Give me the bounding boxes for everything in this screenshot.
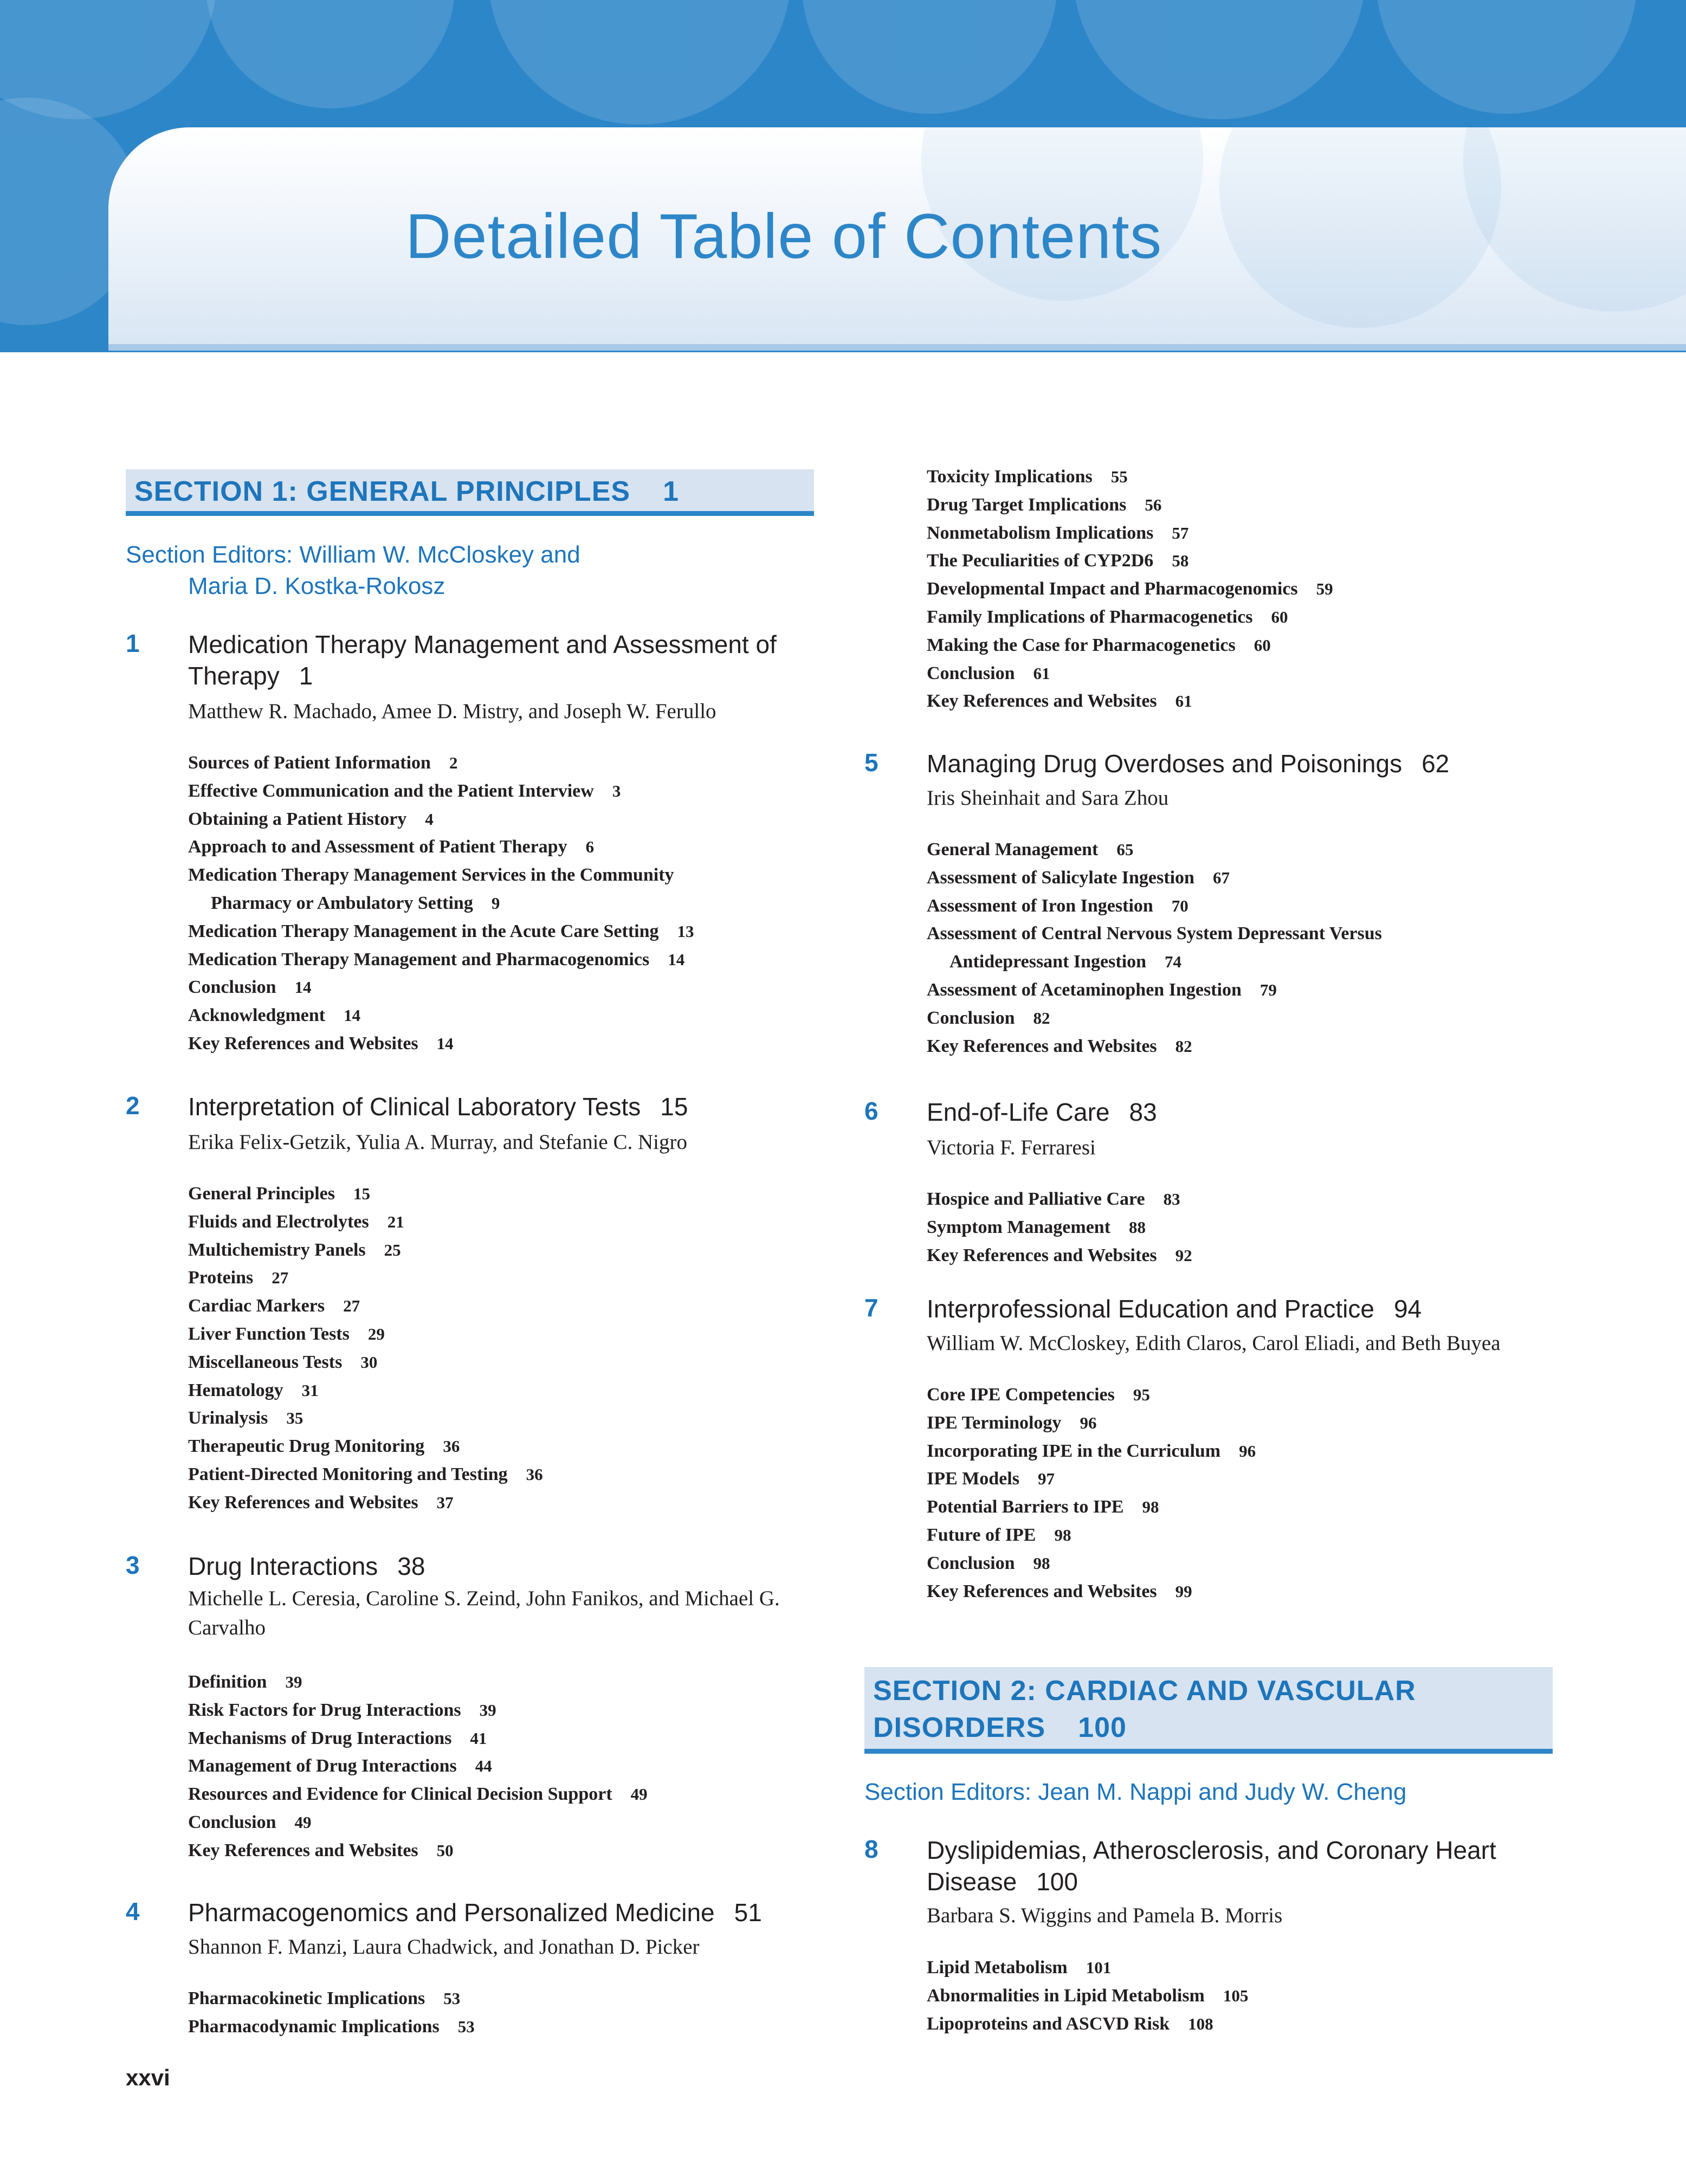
section-2-label-line2: DISORDERS (873, 1712, 1046, 1743)
toc-entry-title: Patient-Directed Monitoring and Testing (188, 1464, 508, 1484)
toc-entry-title: Making the Case for Pharmacogenetics (927, 635, 1236, 655)
banner-circle (1377, 0, 1637, 114)
chapter-authors: Victoria F. Ferraresi (927, 1136, 1096, 1159)
chapter-number: 7 (864, 1294, 878, 1322)
chapter-page: 38 (397, 1552, 425, 1580)
toc-entry[interactable] (188, 1180, 370, 1208)
toc-entry-page: 14 (294, 978, 312, 997)
toc-entry-title: Liver Function Tests (188, 1324, 350, 1344)
toc-entry-title: Conclusion (927, 1553, 1015, 1573)
toc-entry-title: The Peculiarities of CYP2D6 (927, 551, 1154, 571)
chapter-page: 15 (660, 1093, 688, 1121)
toc-entry-page: 50 (436, 1840, 454, 1860)
chapter-title-text: Managing Drug Overdoses and Poisonings (927, 749, 1403, 778)
chapter-title[interactable] (927, 1293, 1604, 1324)
toc-entry-title: Key References and Websites (188, 1033, 418, 1054)
chapter-title-text: Drug Interactions (188, 1552, 378, 1580)
section-2-header (864, 1667, 1553, 1754)
toc-entry-title: Pharmacokinetic Implications (188, 1988, 425, 2008)
toc-entry[interactable] (927, 2010, 1213, 2038)
toc-entry[interactable] (927, 1437, 1256, 1465)
toc-entry[interactable] (188, 1404, 303, 1432)
toc-entry-page: 98 (1142, 1497, 1159, 1517)
toc-entry-page: 29 (367, 1324, 385, 1343)
toc-entry[interactable] (927, 575, 1333, 603)
toc-entry[interactable] (927, 463, 1128, 491)
toc-entry-title: Drug Target Implications (927, 494, 1127, 515)
banner-circle (488, 0, 791, 125)
toc-entry[interactable] (927, 1242, 1192, 1270)
toc-entry-title: Multichemistry Panels (188, 1239, 366, 1260)
toc-entry[interactable] (188, 861, 674, 889)
toc-entry[interactable] (188, 1780, 648, 1808)
toc-entry[interactable] (188, 1808, 312, 1837)
toc-entry-page: 2 (449, 753, 458, 772)
toc-entry-page: 82 (1175, 1036, 1192, 1056)
toc-entry-page: 41 (470, 1728, 487, 1748)
chapter-page: 83 (1129, 1098, 1157, 1126)
chapter-authors: Shannon F. Manzi, Laura Chadwick, and Jonathan D. Picker (188, 1935, 700, 1959)
toc-entry-title: Antidepressant Ingestion (949, 952, 1147, 972)
toc-entry[interactable] (927, 1409, 1096, 1437)
toc-entry-title: Hematology (188, 1380, 283, 1400)
toc-entry-page: 96 (1080, 1413, 1097, 1432)
toc-entry-page: 49 (294, 1813, 312, 1832)
toc-entry-page: 44 (475, 1756, 492, 1776)
toc-entry-page: 31 (301, 1380, 319, 1400)
toc-entry-page: 56 (1145, 495, 1162, 514)
toc-entry[interactable] (927, 1465, 1055, 1493)
toc-entry-title: Key References and Websites (188, 1492, 418, 1513)
chapter-title[interactable] (188, 1897, 838, 1928)
toc-entry-title: Fluids and Electrolytes (188, 1211, 369, 1232)
toc-entry-page: 101 (1086, 1958, 1112, 1977)
toc-entry-title: Assessment of Acetaminophen Ingestion (927, 980, 1242, 1000)
toc-entry[interactable] (188, 1292, 360, 1320)
toc-entry-title: Conclusion (927, 663, 1015, 683)
toc-entry[interactable] (188, 917, 694, 946)
toc-entry[interactable] (188, 1724, 487, 1753)
chapter-title[interactable] (927, 748, 1604, 779)
toc-entry-title: Urinalysis (188, 1408, 268, 1429)
toc-entry-title: Assessment of Iron Ingestion (927, 895, 1153, 916)
toc-entry[interactable] (188, 1348, 377, 1377)
toc-entry-page: 60 (1271, 608, 1288, 626)
toc-entry-title: Key References and Websites (927, 1581, 1157, 1601)
toc-entry[interactable] (188, 1696, 496, 1724)
toc-entry[interactable] (927, 948, 1181, 976)
toc-entry[interactable] (188, 777, 621, 805)
banner-circle (802, 0, 1057, 114)
toc-entry-title: Core IPE Competencies (927, 1385, 1115, 1405)
toc-entry[interactable] (188, 833, 594, 861)
toc-entry-title: Key References and Websites (188, 1840, 418, 1860)
section-1-editors-line2: Maria D. Kostka-Rokosz (188, 573, 445, 599)
toc-entry[interactable] (927, 1521, 1071, 1549)
toc-entry-title: Key References and Websites (927, 1245, 1157, 1265)
toc-entry-title: Assessment of Salicylate Ingestion (927, 867, 1194, 888)
chapter-authors: Matthew R. Machado, Amee D. Mistry, and Joseph W. Ferullo (188, 700, 716, 723)
toc-entry-page: 55 (1110, 467, 1128, 486)
section-1-editors (126, 539, 580, 602)
section-2-page: 100 (1078, 1712, 1127, 1743)
toc-entry-page: 15 (353, 1184, 371, 1203)
toc-entry[interactable] (188, 805, 434, 833)
toc-entry-page: 39 (479, 1700, 496, 1720)
toc-entry-page: 25 (384, 1240, 401, 1259)
toc-entry-page: 39 (285, 1672, 302, 1691)
toc-entry[interactable] (927, 1493, 1159, 1521)
section-2-label-line1: SECTION 2: CARDIAC AND VASCULAR (873, 1675, 1416, 1707)
panel-circle (1219, 127, 1501, 328)
chapter-title-text: Medication Therapy Management and Assessment of Therapy (188, 630, 777, 690)
toc-entry-title: Approach to and Assessment of Patient Therapy (188, 837, 567, 857)
chapter-number: 4 (126, 1897, 140, 1925)
toc-entry-page: 14 (344, 1006, 361, 1025)
toc-entry-page: 74 (1165, 952, 1182, 972)
toc-entry-page: 58 (1172, 551, 1189, 571)
toc-entry-title: Potential Barriers to IPE (927, 1497, 1124, 1517)
toc-entry-title: Sources of Patient Information (188, 753, 431, 773)
chapter-page: 100 (1036, 1868, 1078, 1896)
toc-entry-page: 53 (443, 1989, 461, 2008)
header-banner (0, 0, 1686, 352)
toc-entry-title: Definition (188, 1672, 267, 1692)
toc-entry-title: Future of IPE (927, 1525, 1036, 1545)
toc-entry-title: IPE Terminology (927, 1412, 1062, 1433)
banner-stripe (108, 344, 1686, 351)
toc-entry-page: 99 (1175, 1581, 1192, 1601)
toc-entry[interactable] (188, 973, 312, 1001)
chapter-number: 8 (864, 1835, 878, 1863)
toc-entry[interactable] (188, 1208, 404, 1236)
chapter-title[interactable] (927, 1096, 1604, 1128)
toc-entry-page: 49 (630, 1785, 648, 1804)
toc-entry-page: 61 (1175, 692, 1192, 711)
toc-entry-title: Proteins (188, 1268, 254, 1288)
toc-entry[interactable] (927, 1982, 1248, 2010)
toc-entry-page: 95 (1133, 1385, 1150, 1404)
toc-entry[interactable] (927, 1954, 1111, 1982)
toc-entry-page: 105 (1223, 1986, 1249, 2005)
chapter-title[interactable] (188, 629, 838, 692)
chapter-number: 3 (126, 1551, 140, 1579)
toc-entry-page: 14 (436, 1034, 454, 1053)
toc-entry-page: 4 (425, 809, 434, 829)
toc-entry-title: Developmental Impact and Pharmacogenomics (927, 579, 1298, 599)
toc-entry[interactable] (188, 946, 684, 974)
toc-entry-title: General Management (927, 839, 1099, 860)
section-1-editors-line1: Section Editors: William W. McCloskey and (126, 541, 580, 568)
toc-entry[interactable] (927, 976, 1277, 1004)
toc-entry[interactable] (188, 1320, 385, 1348)
toc-entry[interactable] (927, 1032, 1192, 1061)
toc-entry-title: Nonmetabolism Implications (927, 522, 1154, 543)
chapter-title[interactable] (188, 1091, 838, 1122)
toc-entry-page: 88 (1129, 1217, 1146, 1237)
banner-circle (206, 0, 455, 108)
toc-entry-title: Key References and Websites (927, 1036, 1157, 1056)
toc-entry-page: 97 (1037, 1469, 1055, 1489)
toc-entry-title: Toxicity Implications (927, 467, 1093, 487)
chapter-title-text: End-of-Life Care (927, 1098, 1110, 1126)
toc-entry[interactable] (188, 1837, 454, 1865)
toc-entry-title: Pharmacy or Ambulatory Setting (211, 893, 473, 913)
toc-entry[interactable] (927, 1213, 1146, 1242)
toc-entry-page: 30 (360, 1352, 378, 1372)
toc-entry[interactable] (927, 1549, 1050, 1578)
toc-entry[interactable] (188, 2013, 475, 2041)
toc-entry-title: Hospice and Palliative Care (927, 1189, 1145, 1209)
toc-entry[interactable] (927, 864, 1230, 892)
toc-entry-page: 65 (1116, 840, 1134, 859)
chapter-title-text: Interpretation of Clinical Laboratory Tests (188, 1093, 641, 1121)
toc-entry[interactable] (927, 920, 1382, 948)
toc-entry-title: Conclusion (188, 977, 276, 998)
toc-entry[interactable] (188, 1752, 492, 1780)
toc-entry-title: Incorporating IPE in the Curriculum (927, 1440, 1221, 1461)
toc-entry-page: 6 (585, 837, 595, 857)
toc-entry[interactable] (188, 1432, 460, 1461)
toc-entry[interactable] (188, 1668, 302, 1696)
toc-entry-page: 53 (457, 2017, 475, 2036)
toc-entry[interactable] (188, 1030, 454, 1058)
toc-entry-title: Medication Therapy Management in the Acute Care Setting (188, 921, 659, 941)
panel-circle (1463, 127, 1686, 312)
toc-entry-page: 35 (286, 1408, 303, 1428)
toc-entry-page: 96 (1239, 1441, 1256, 1461)
toc-entry-page: 60 (1254, 635, 1271, 655)
toc-entry[interactable] (927, 1185, 1180, 1213)
toc-entry-page: 98 (1054, 1526, 1071, 1545)
toc-entry-title: Lipoproteins and ASCVD Risk (927, 2013, 1170, 2034)
toc-entry-title: Medication Therapy Management Services in the Community (188, 865, 674, 886)
chapter-page: 94 (1393, 1295, 1422, 1323)
toc-entry[interactable] (927, 687, 1192, 715)
toc-entry-title: Effective Communication and the Patient Interview (188, 780, 594, 801)
toc-entry-title: Assessment of Central Nervous System Depressant Versus (927, 923, 1382, 944)
toc-entry[interactable] (188, 1001, 360, 1030)
toc-entry[interactable] (188, 1461, 543, 1489)
toc-entry-title: General Principles (188, 1184, 335, 1204)
toc-entry[interactable] (927, 660, 1050, 688)
toc-entry-page: 13 (677, 921, 694, 941)
toc-entry[interactable] (188, 1377, 319, 1405)
banner-circle (1073, 0, 1366, 119)
toc-entry[interactable] (188, 1985, 460, 2013)
toc-entry[interactable] (927, 892, 1188, 920)
toc-entry-title: Management of Drug Interactions (188, 1756, 457, 1776)
chapter-authors: William W. McCloskey, Edith Claros, Carol Eliadi, and Beth Buyea (927, 1332, 1501, 1355)
toc-entry-title: Conclusion (927, 1007, 1015, 1028)
section-1-label: SECTION 1: GENERAL PRINCIPLES (134, 476, 631, 507)
toc-entry[interactable] (188, 749, 457, 777)
chapter-number: 5 (864, 748, 878, 777)
toc-entry[interactable] (927, 1004, 1050, 1032)
toc-entry[interactable] (927, 631, 1271, 660)
toc-entry-page: 9 (491, 894, 500, 913)
toc-entry-page: 82 (1033, 1008, 1050, 1028)
toc-entry-page: 83 (1163, 1190, 1180, 1209)
toc-entry-title: Mechanisms of Drug Interactions (188, 1728, 452, 1748)
toc-entry[interactable] (927, 547, 1188, 575)
toc-entry-page: 67 (1212, 868, 1230, 887)
chapter-authors: Barbara S. Wiggins and Pamela B. Morris (927, 1904, 1283, 1927)
toc-entry-title: Symptom Management (927, 1217, 1111, 1237)
chapter-authors: Erika Felix-Getzik, Yulia A. Murray, and Stefanie C. Nigro (188, 1130, 687, 1154)
toc-entry-page: 108 (1188, 2014, 1213, 2033)
toc-entry-title: Therapeutic Drug Monitoring (188, 1436, 425, 1457)
chapter-number: 6 (864, 1097, 878, 1125)
toc-entry-title: Obtaining a Patient History (188, 809, 407, 829)
chapter-authors: Michelle L. Ceresia, Caroline S. Zeind, John Fanikos, and Michael G. Carvalho (188, 1587, 780, 1639)
toc-entry[interactable] (927, 519, 1188, 547)
toc-entry[interactable] (927, 836, 1133, 864)
toc-entry-title: Pharmacodynamic Implications (188, 2016, 440, 2037)
section-1-header (126, 469, 814, 516)
toc-entry-title: Risk Factors for Drug Interactions (188, 1700, 461, 1720)
toc-entry[interactable] (927, 1578, 1192, 1606)
toc-entry-page: 61 (1033, 663, 1050, 683)
toc-entry-page: 3 (612, 781, 621, 800)
toc-entry-title: Medication Therapy Management and Pharmacogenomics (188, 949, 650, 970)
toc-entry-page: 36 (526, 1465, 543, 1484)
toc-entry-page: 98 (1033, 1553, 1050, 1573)
toc-entry-page: 92 (1175, 1245, 1192, 1265)
section-1-page: 1 (663, 476, 679, 507)
toc-entry-page: 70 (1171, 896, 1188, 915)
toc-entry-page: 27 (272, 1268, 289, 1288)
toc-entry[interactable] (927, 603, 1288, 631)
toc-entry[interactable] (188, 1236, 401, 1264)
chapter-authors: Iris Sheinhait and Sara Zhou (927, 786, 1169, 810)
toc-entry-page: 37 (436, 1492, 454, 1512)
chapter-title[interactable] (927, 1834, 1550, 1897)
page-title: Detailed Table of Contents (405, 201, 1162, 272)
toc-entry-title: Miscellaneous Tests (188, 1352, 343, 1372)
toc-entry-page: 59 (1316, 579, 1333, 599)
chapter-number: 2 (126, 1091, 140, 1120)
toc-entry-title: Cardiac Markers (188, 1296, 325, 1316)
toc-entry[interactable] (188, 1489, 454, 1517)
toc-entry[interactable] (188, 889, 500, 917)
toc-entry[interactable] (927, 491, 1161, 519)
toc-entry-title: IPE Models (927, 1469, 1019, 1489)
chapter-title-text: Dyslipidemias, Atherosclerosis, and Coronary Heart Disease (927, 1836, 1496, 1896)
toc-entry-page: 79 (1259, 980, 1277, 999)
toc-entry-title: Resources and Evidence for Clinical Decision Support (188, 1784, 612, 1805)
toc-entry-title: Conclusion (188, 1812, 276, 1832)
toc-entry-title: Key References and Websites (927, 691, 1157, 712)
chapter-title-text: Pharmacogenomics and Personalized Medicine (188, 1898, 715, 1927)
toc-entry-title: Family Implications of Pharmacogenetics (927, 607, 1253, 627)
chapter-title-text: Interprofessional Education and Practice (927, 1295, 1374, 1323)
section-2-editors: Section Editors: Jean M. Nappi and Judy W. Cheng (864, 1779, 1407, 1805)
toc-entry-page: 27 (343, 1296, 360, 1316)
page-folio: xxvi (126, 2065, 170, 2090)
toc-entry-page: 14 (668, 949, 685, 969)
chapter-number: 1 (126, 629, 140, 657)
chapter-page: 51 (734, 1898, 762, 1927)
chapter-page: 1 (299, 662, 313, 690)
chapter-page: 62 (1422, 749, 1450, 778)
toc-entry-title: Acknowledgment (188, 1005, 326, 1026)
toc-entry-title: Abnormalities in Lipid Metabolism (927, 1985, 1205, 2006)
chapter-title[interactable] (188, 1550, 838, 1582)
toc-entry-page: 21 (387, 1212, 404, 1231)
toc-entry[interactable] (927, 1381, 1150, 1409)
toc-entry-title: Lipid Metabolism (927, 1957, 1068, 1978)
toc-entry-page: 36 (443, 1437, 460, 1456)
toc-entry[interactable] (188, 1264, 288, 1292)
toc-entry-page: 57 (1172, 523, 1189, 542)
